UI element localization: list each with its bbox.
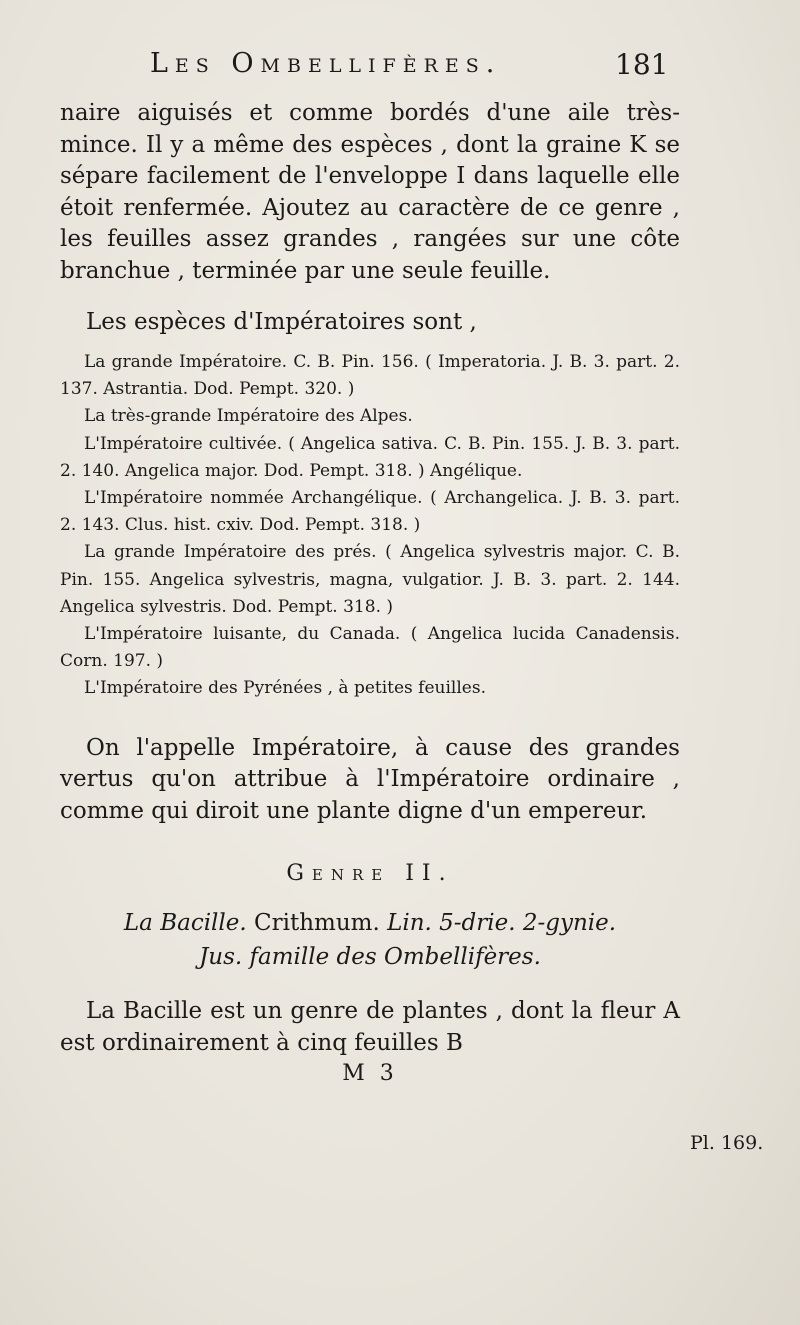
page-body	[60, 98, 680, 1086]
species-entry: L'Impératoire des Pyrénées , à petites feuilles.	[84, 678, 486, 699]
name-paragraph: On l'appelle Impératoire, à cause des grandes vertus qu'on attribue à l'Impératoire ordinaire , comme qui diroit une plante digne d'un empereur.	[60, 734, 680, 824]
genus-latin: Crithmum.	[254, 910, 380, 937]
genus-family-line	[60, 940, 680, 974]
page-header	[0, 48, 800, 88]
final-paragraph: La Bacille est un genre de plantes , dont la fleur A est ordinairement à cinq feuilles B	[60, 998, 680, 1056]
species-entry: La grande Impératoire. C. B. Pin. 156. ( Imperatoria. J. B. 3. part. 2. 137. Astrantia. Dod. Pempt. 320. )	[60, 352, 680, 400]
genre-heading: Genre II.	[286, 861, 454, 887]
species-entry: La très-grande Impératoire des Alpes.	[84, 406, 413, 427]
genus-line	[60, 906, 680, 940]
genus-class: 5-drie.	[439, 910, 516, 937]
page-number: 181	[615, 48, 669, 81]
margin-plate-note: Pl. 169.	[690, 1132, 764, 1154]
running-title: Les Ombellifères.	[150, 48, 502, 79]
intro-paragraph: naire aiguisés et comme bordés d'une aile très-mince. Il y a même des espèces , dont la graine K se sépare facilement de l'enveloppe I dans laquelle elle étoit renfermée. Ajoutez au caractère de ce genre , les feuilles assez grandes , rangées sur une côte branchue , terminée par une seule feuille.	[60, 100, 680, 284]
species-entry: L'Impératoire luisante, du Canada. ( Angelica lucida Canadensis. Corn. 197. )	[60, 624, 680, 672]
genus-family: Jus. famille des Ombellifères.	[199, 944, 541, 971]
signature-mark: M 3	[342, 1061, 398, 1087]
genus-lin: Lin.	[387, 910, 432, 937]
genus-order: 2-gynie.	[522, 910, 617, 937]
species-list	[60, 349, 680, 703]
genus-name: La Bacille.	[123, 910, 247, 937]
species-heading: Les espèces d'Impératoires sont ,	[86, 309, 477, 335]
species-entry: L'Impératoire nommée Archangélique. ( Archangelica. J. B. 3. part. 2. 143. Clus. hist. cxiv. Dod. Pempt. 318. )	[60, 488, 680, 536]
species-entry: L'Impératoire cultivée. ( Angelica sativa. C. B. Pin. 155. J. B. 3. part. 2. 140. Angelica major. Dod. Pempt. 318. ) Angélique.	[60, 433, 680, 481]
species-entry: La grande Impératoire des prés. ( Angelica sylvestris major. C. B. Pin. 155. Angelica sylvestris, magna, vulgatior. J. B. 3. part. 2. 144. Angelica sylvestris. Dod. Pempt. 318. )	[60, 542, 680, 617]
